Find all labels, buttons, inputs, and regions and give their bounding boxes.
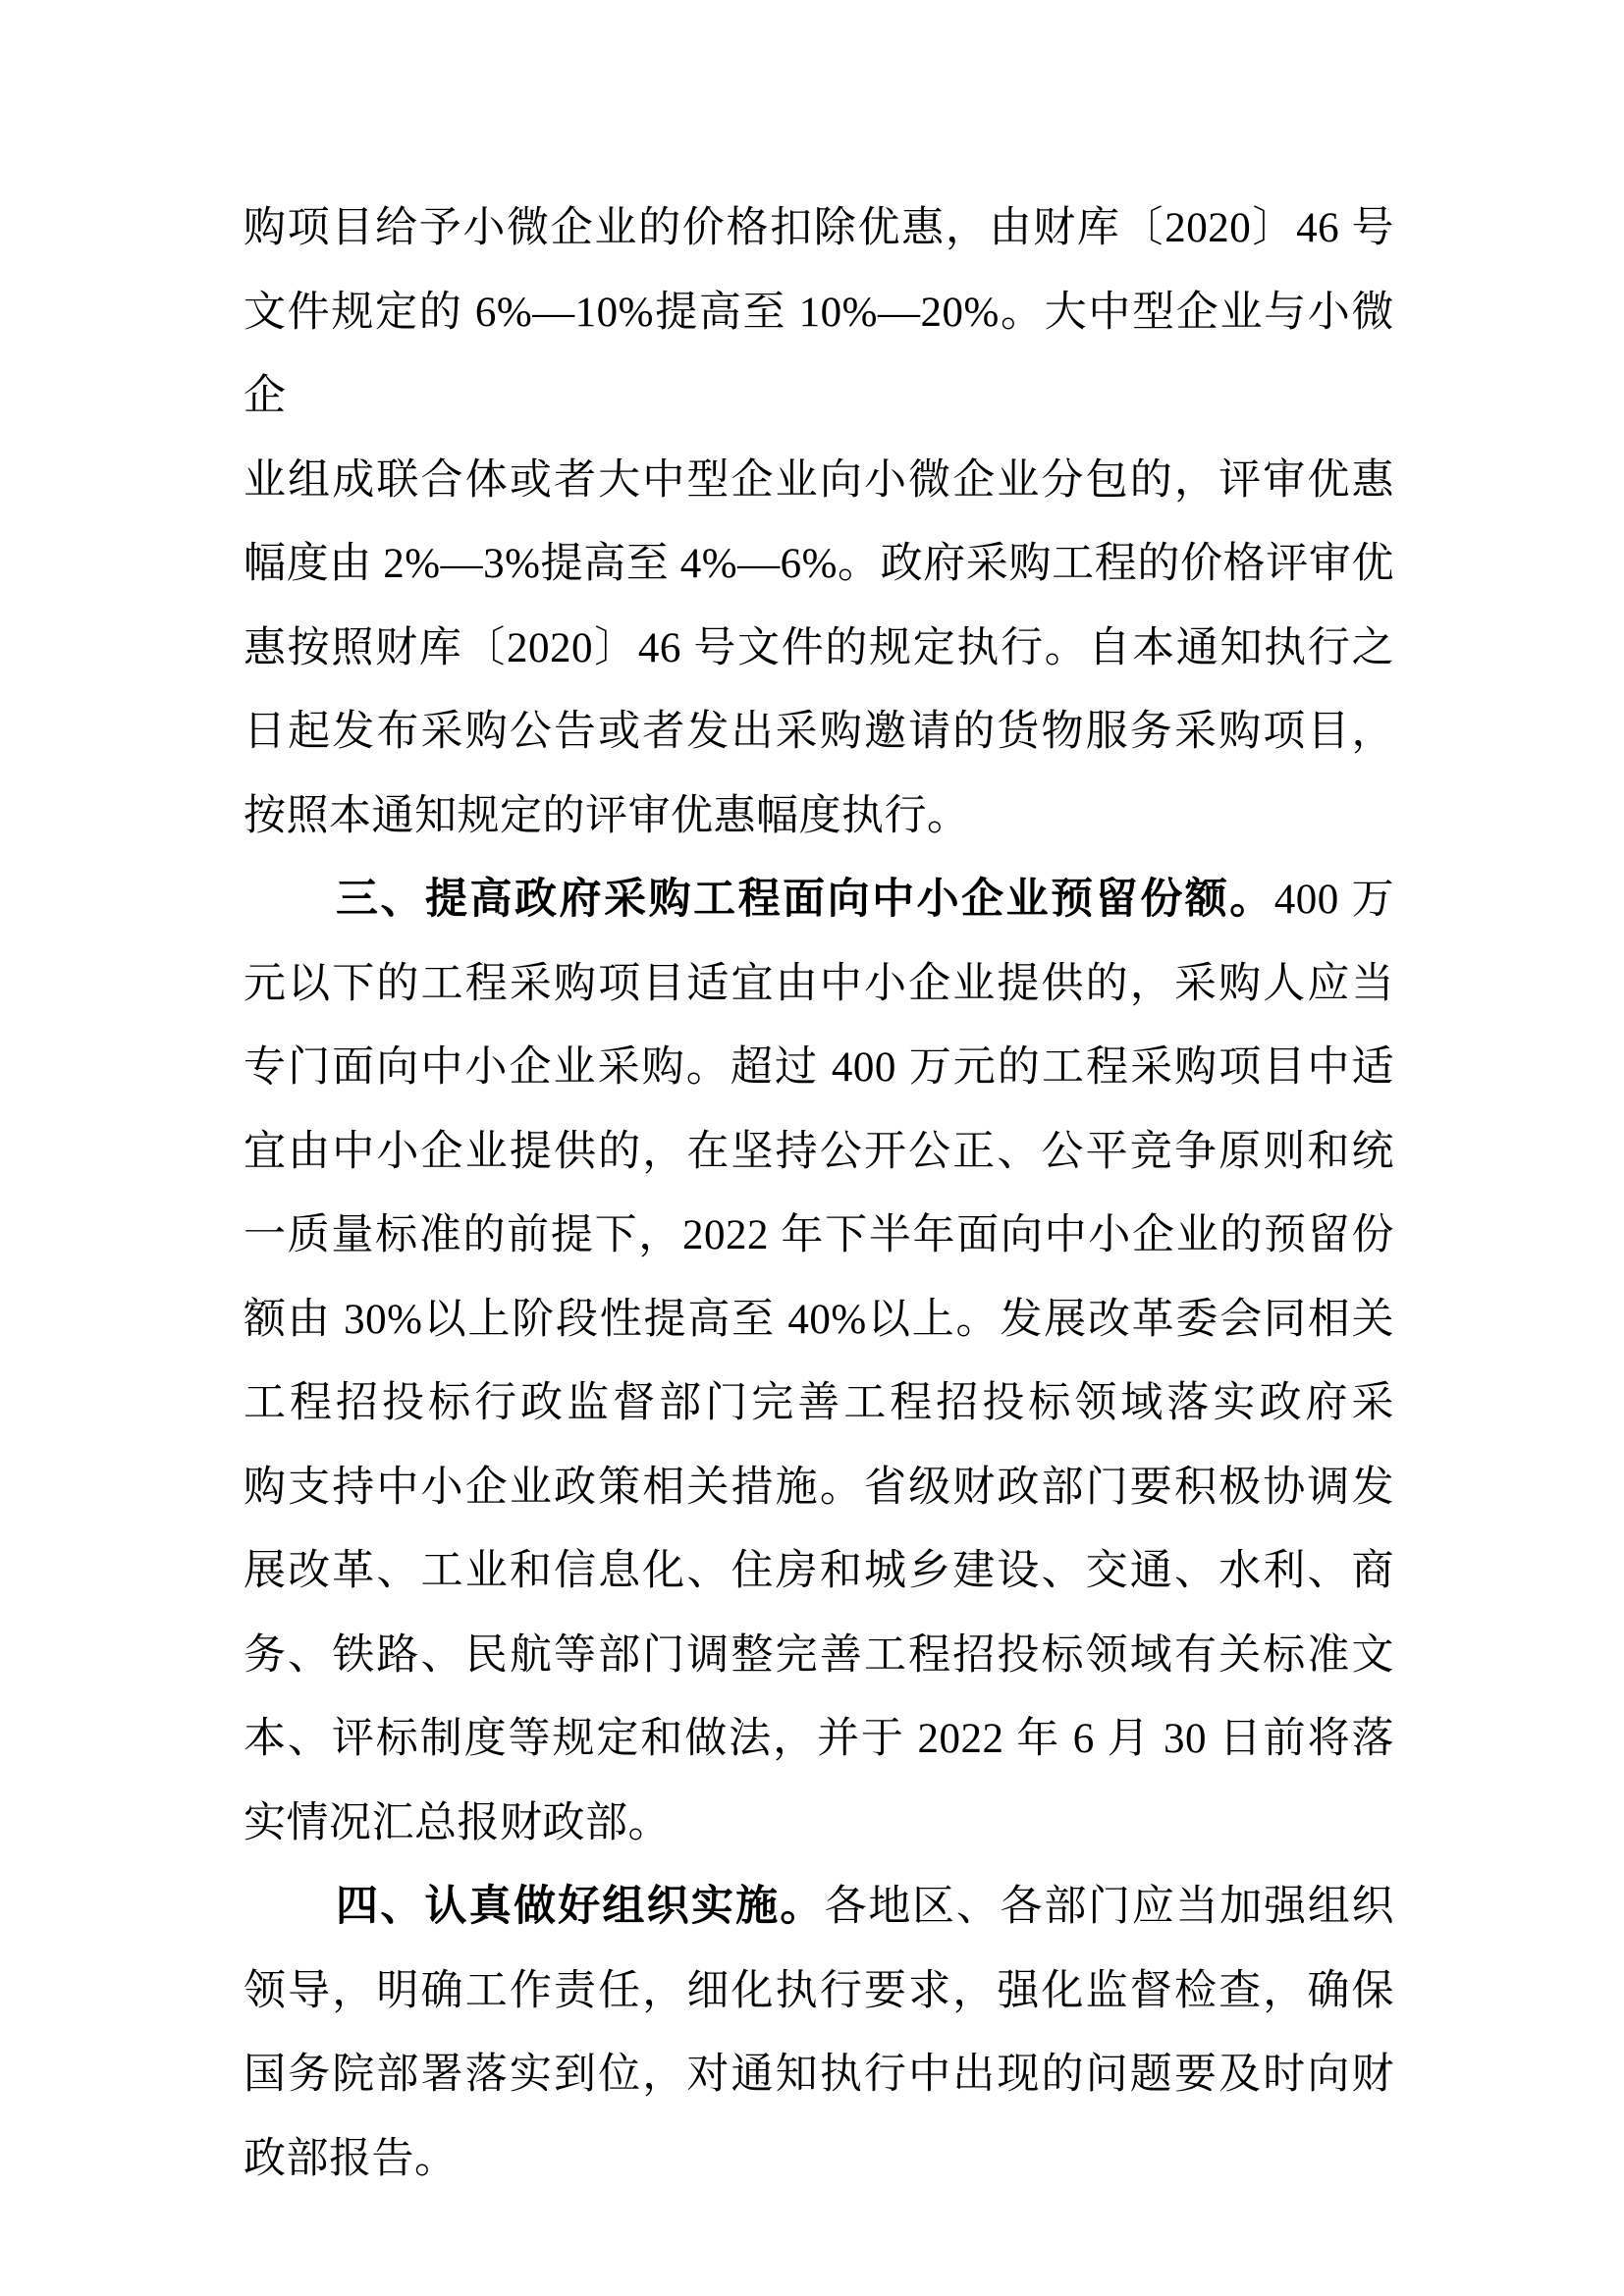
text-run: 工程招投标行政监督部门完善工程招投标领域落实政府采 — [244, 1380, 1394, 1426]
text-run: 专门面向中小企业采购。超过 400 万元的工程采购项目中适 — [244, 1044, 1394, 1091]
text-line — [244, 1446, 1394, 1530]
text-line — [244, 1194, 1394, 1278]
text-run: 实情况汇总报财政部。 — [244, 1799, 671, 1846]
text-run: 按照本通知规定的评审优惠幅度执行。 — [244, 792, 970, 839]
text-line — [244, 1110, 1394, 1195]
text-line — [244, 2117, 1394, 2202]
text-run: 购项目给予小微企业的价格扣除优惠，由财库〔2020〕46 号 — [244, 205, 1394, 251]
text-run: 文件规定的 6%—10%提高至 10%—20%。大中型企业与小微企 — [244, 289, 1394, 419]
section-heading-run: 三、提高政府采购工程面向中小企业预留份额。 — [336, 876, 1274, 923]
text-line — [244, 1865, 1394, 1949]
text-run: 业组成联合体或者大中型企业向小微企业分包的，评审优惠 — [244, 456, 1394, 504]
text-line — [244, 187, 1394, 271]
text-line — [244, 942, 1394, 1027]
text-run: 各地区、各部门应当加强组织 — [824, 1884, 1395, 1930]
text-run: 一质量标准的前提下，2022 年下半年面向中小企业的预留份 — [244, 1212, 1394, 1258]
text-run: 展改革、工业和信息化、住房和城乡建设、交通、水利、商 — [244, 1548, 1394, 1594]
text-run: 惠按照财库〔2020〕46 号文件的规定执行。自本通知执行之 — [244, 624, 1394, 671]
text-line — [244, 607, 1394, 691]
text-line — [244, 1278, 1394, 1362]
text-run: 400 万 — [1273, 877, 1395, 923]
text-line — [244, 774, 1394, 859]
text-run: 日起发布采购公告或者发出采购邀请的货物服务采购项目， — [244, 709, 1394, 755]
text-run: 本、评标制度等规定和做法，并于 2022 年 6 月 30 日前将落 — [244, 1716, 1394, 1762]
text-run: 务、铁路、民航等部门调整完善工程招投标领域有关标准文 — [244, 1631, 1394, 1679]
text-line — [244, 439, 1394, 523]
text-line — [244, 1362, 1394, 1446]
text-run: 额由 30%以上阶段性提高至 40%以上。发展改革委会同相关 — [244, 1296, 1394, 1343]
text-run: 国务院部署落实到位，对通知执行中出现的问题要及时向财 — [244, 2052, 1394, 2098]
text-line — [244, 271, 1394, 439]
text-line — [244, 1782, 1394, 1866]
text-run: 领导，明确工作责任，细化执行要求，强化监督检查，确保 — [244, 1967, 1394, 2014]
text-line — [244, 1529, 1394, 1614]
text-line — [244, 1949, 1394, 2034]
text-run: 宜由中小企业提供的，在坚持公开公正、公平竞争原则和统 — [244, 1128, 1394, 1175]
text-line — [244, 522, 1394, 607]
text-line — [244, 690, 1394, 774]
text-line — [244, 2033, 1394, 2117]
text-line — [244, 858, 1394, 942]
text-line — [244, 1614, 1394, 1698]
section-heading-run: 四、认真做好组织实施。 — [336, 1883, 825, 1930]
text-line — [244, 1026, 1394, 1110]
text-run: 购支持中小企业政策相关措施。省级财政部门要积极协调发 — [244, 1464, 1394, 1511]
text-run: 幅度由 2%—3%提高至 4%—6%。政府采购工程的价格评审优 — [244, 541, 1394, 587]
text-run: 元以下的工程采购项目适宜由中小企业提供的，采购人应当 — [244, 960, 1394, 1007]
text-line — [244, 1697, 1394, 1782]
text-run: 政部报告。 — [244, 2135, 458, 2182]
